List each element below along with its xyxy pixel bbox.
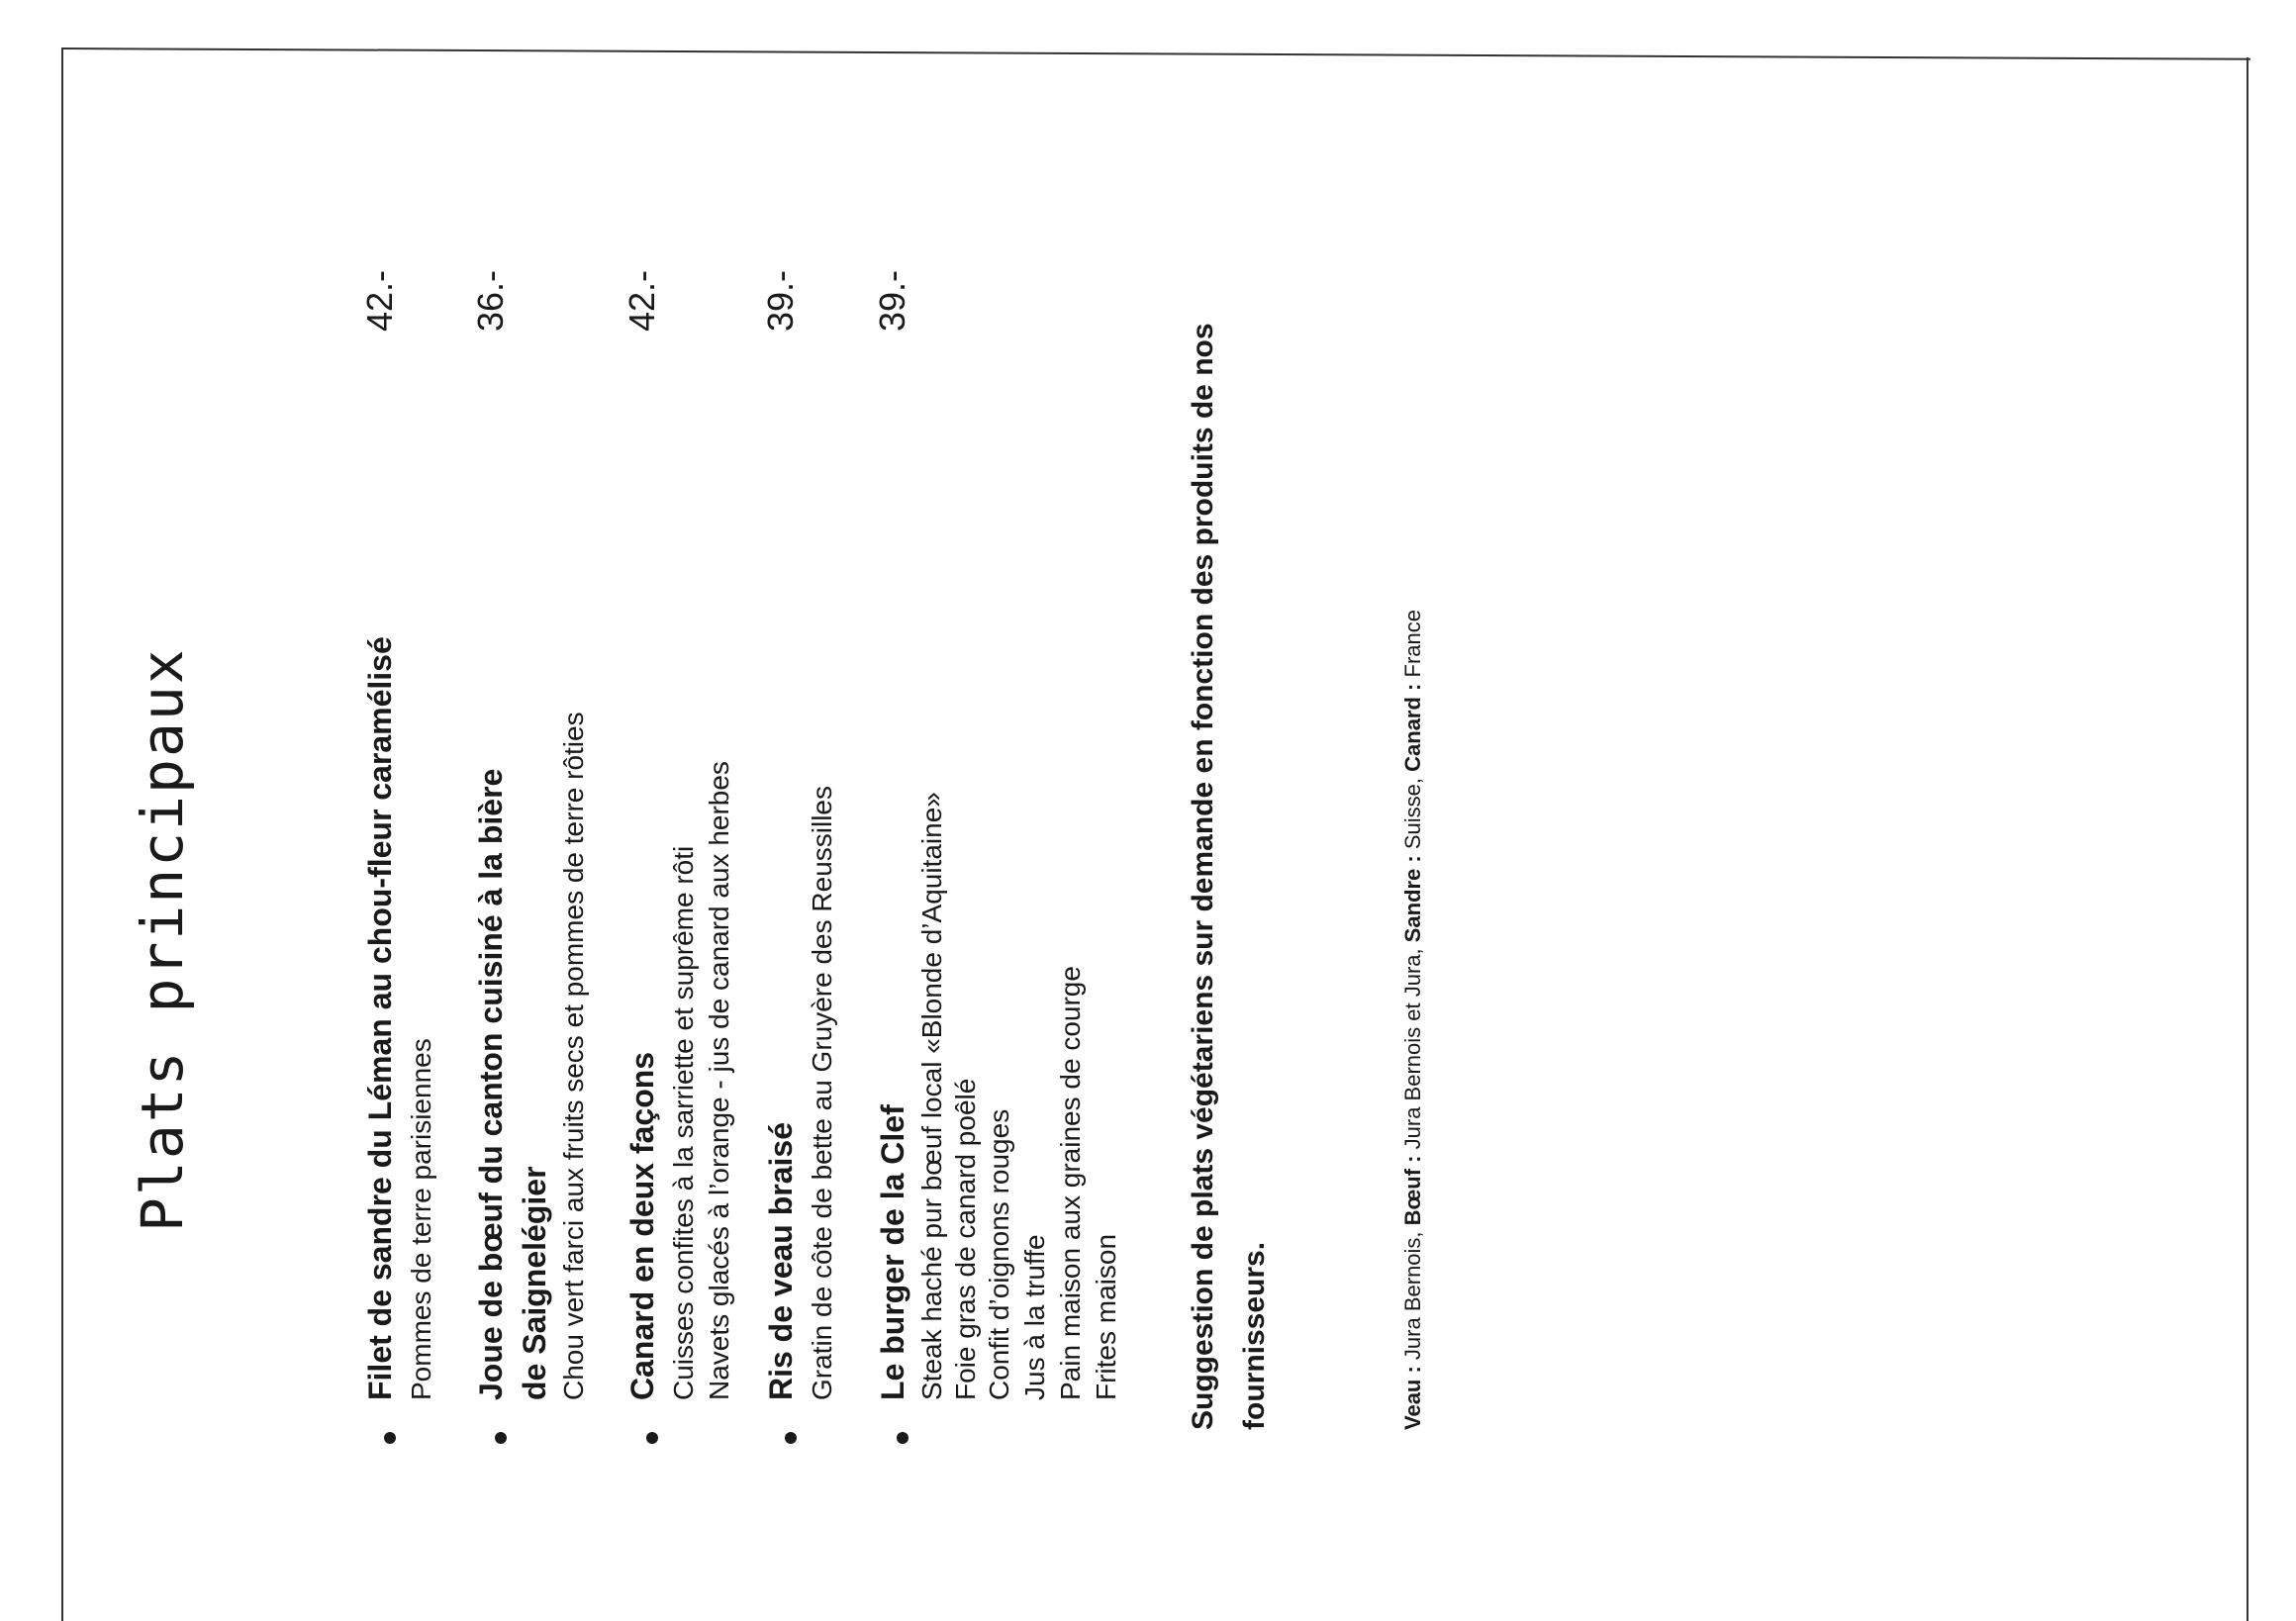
dish-name: Filet de sandre du Léman au chou-fleur caramélisé — [362, 636, 398, 1400]
bullet-icon — [646, 1432, 658, 1444]
meat-origins — [1393, 610, 1433, 1430]
dish-description: Jus à la truffe — [1019, 1234, 1050, 1400]
dish-description: Gratin de côte de bette au Gruyère des Reussilles — [807, 785, 837, 1400]
dish-description: Pommes de terre parisiennes — [406, 1038, 436, 1400]
origin-value-canard: France — [1400, 610, 1425, 684]
dish-price: 39.- — [760, 269, 801, 332]
bullet-icon — [384, 1432, 396, 1444]
origin-value-sandre: Suisse, — [1400, 771, 1425, 856]
dish-price: 42.- — [622, 269, 662, 332]
page-border-right — [2247, 57, 2248, 1621]
dish-description: Foie gras de canard poêlé — [950, 1078, 981, 1400]
dish-description: Frites maison — [1091, 1233, 1121, 1400]
origin-label-sandre: Sandre : — [1400, 855, 1425, 943]
dish-name: Joue de bœuf du canton cuisiné à la bière — [473, 768, 509, 1400]
page-title: Plats principaux — [129, 647, 196, 1232]
dish-description: Pain maison aux graines de courge — [1055, 966, 1086, 1400]
bullet-icon — [897, 1432, 909, 1444]
dish-name-continued: de Saignelégier — [517, 1166, 552, 1400]
dish-description: Navets glacés à l’orange - jus de canard aux herbes — [704, 761, 734, 1400]
origin-value-veau: Jura Bernois, — [1400, 1225, 1425, 1367]
dish-name: Canard en deux façons — [624, 1051, 660, 1400]
menu-content — [129, 25, 2108, 1430]
dish-description: Cuisses confites à la sarriette et suprême rôti — [668, 845, 699, 1400]
dish-name: Le burger de la Clef — [875, 1104, 910, 1400]
dish-price: 39.- — [872, 269, 912, 332]
bullet-icon — [785, 1432, 797, 1444]
origin-value-boeuf: Jura Bernois et Jura, — [1400, 942, 1425, 1156]
dish-description: Confit d’oignons rouges — [984, 1108, 1014, 1400]
origin-label-boeuf: Bœuf : — [1400, 1155, 1425, 1226]
dish-price: 36.- — [470, 269, 511, 332]
page-border-left — [61, 48, 63, 1621]
dish-price: 42.- — [359, 269, 400, 332]
origin-label-veau: Veau : — [1400, 1366, 1425, 1430]
bullet-icon — [495, 1432, 507, 1444]
origin-label-canard: Canard : — [1400, 683, 1425, 772]
dish-name: Ris de veau braisé — [763, 1121, 799, 1400]
dish-description: Steak haché pur bœuf local «Blonde d’Aquitaine» — [916, 792, 947, 1400]
dish-description: Chou vert farci aux fruits secs et pommes de terre rôties — [558, 712, 589, 1400]
vegetarian-note: Suggestion de plats végétariens sur demande en fonction des produits de nos fournisseurs. — [1187, 323, 1271, 1430]
